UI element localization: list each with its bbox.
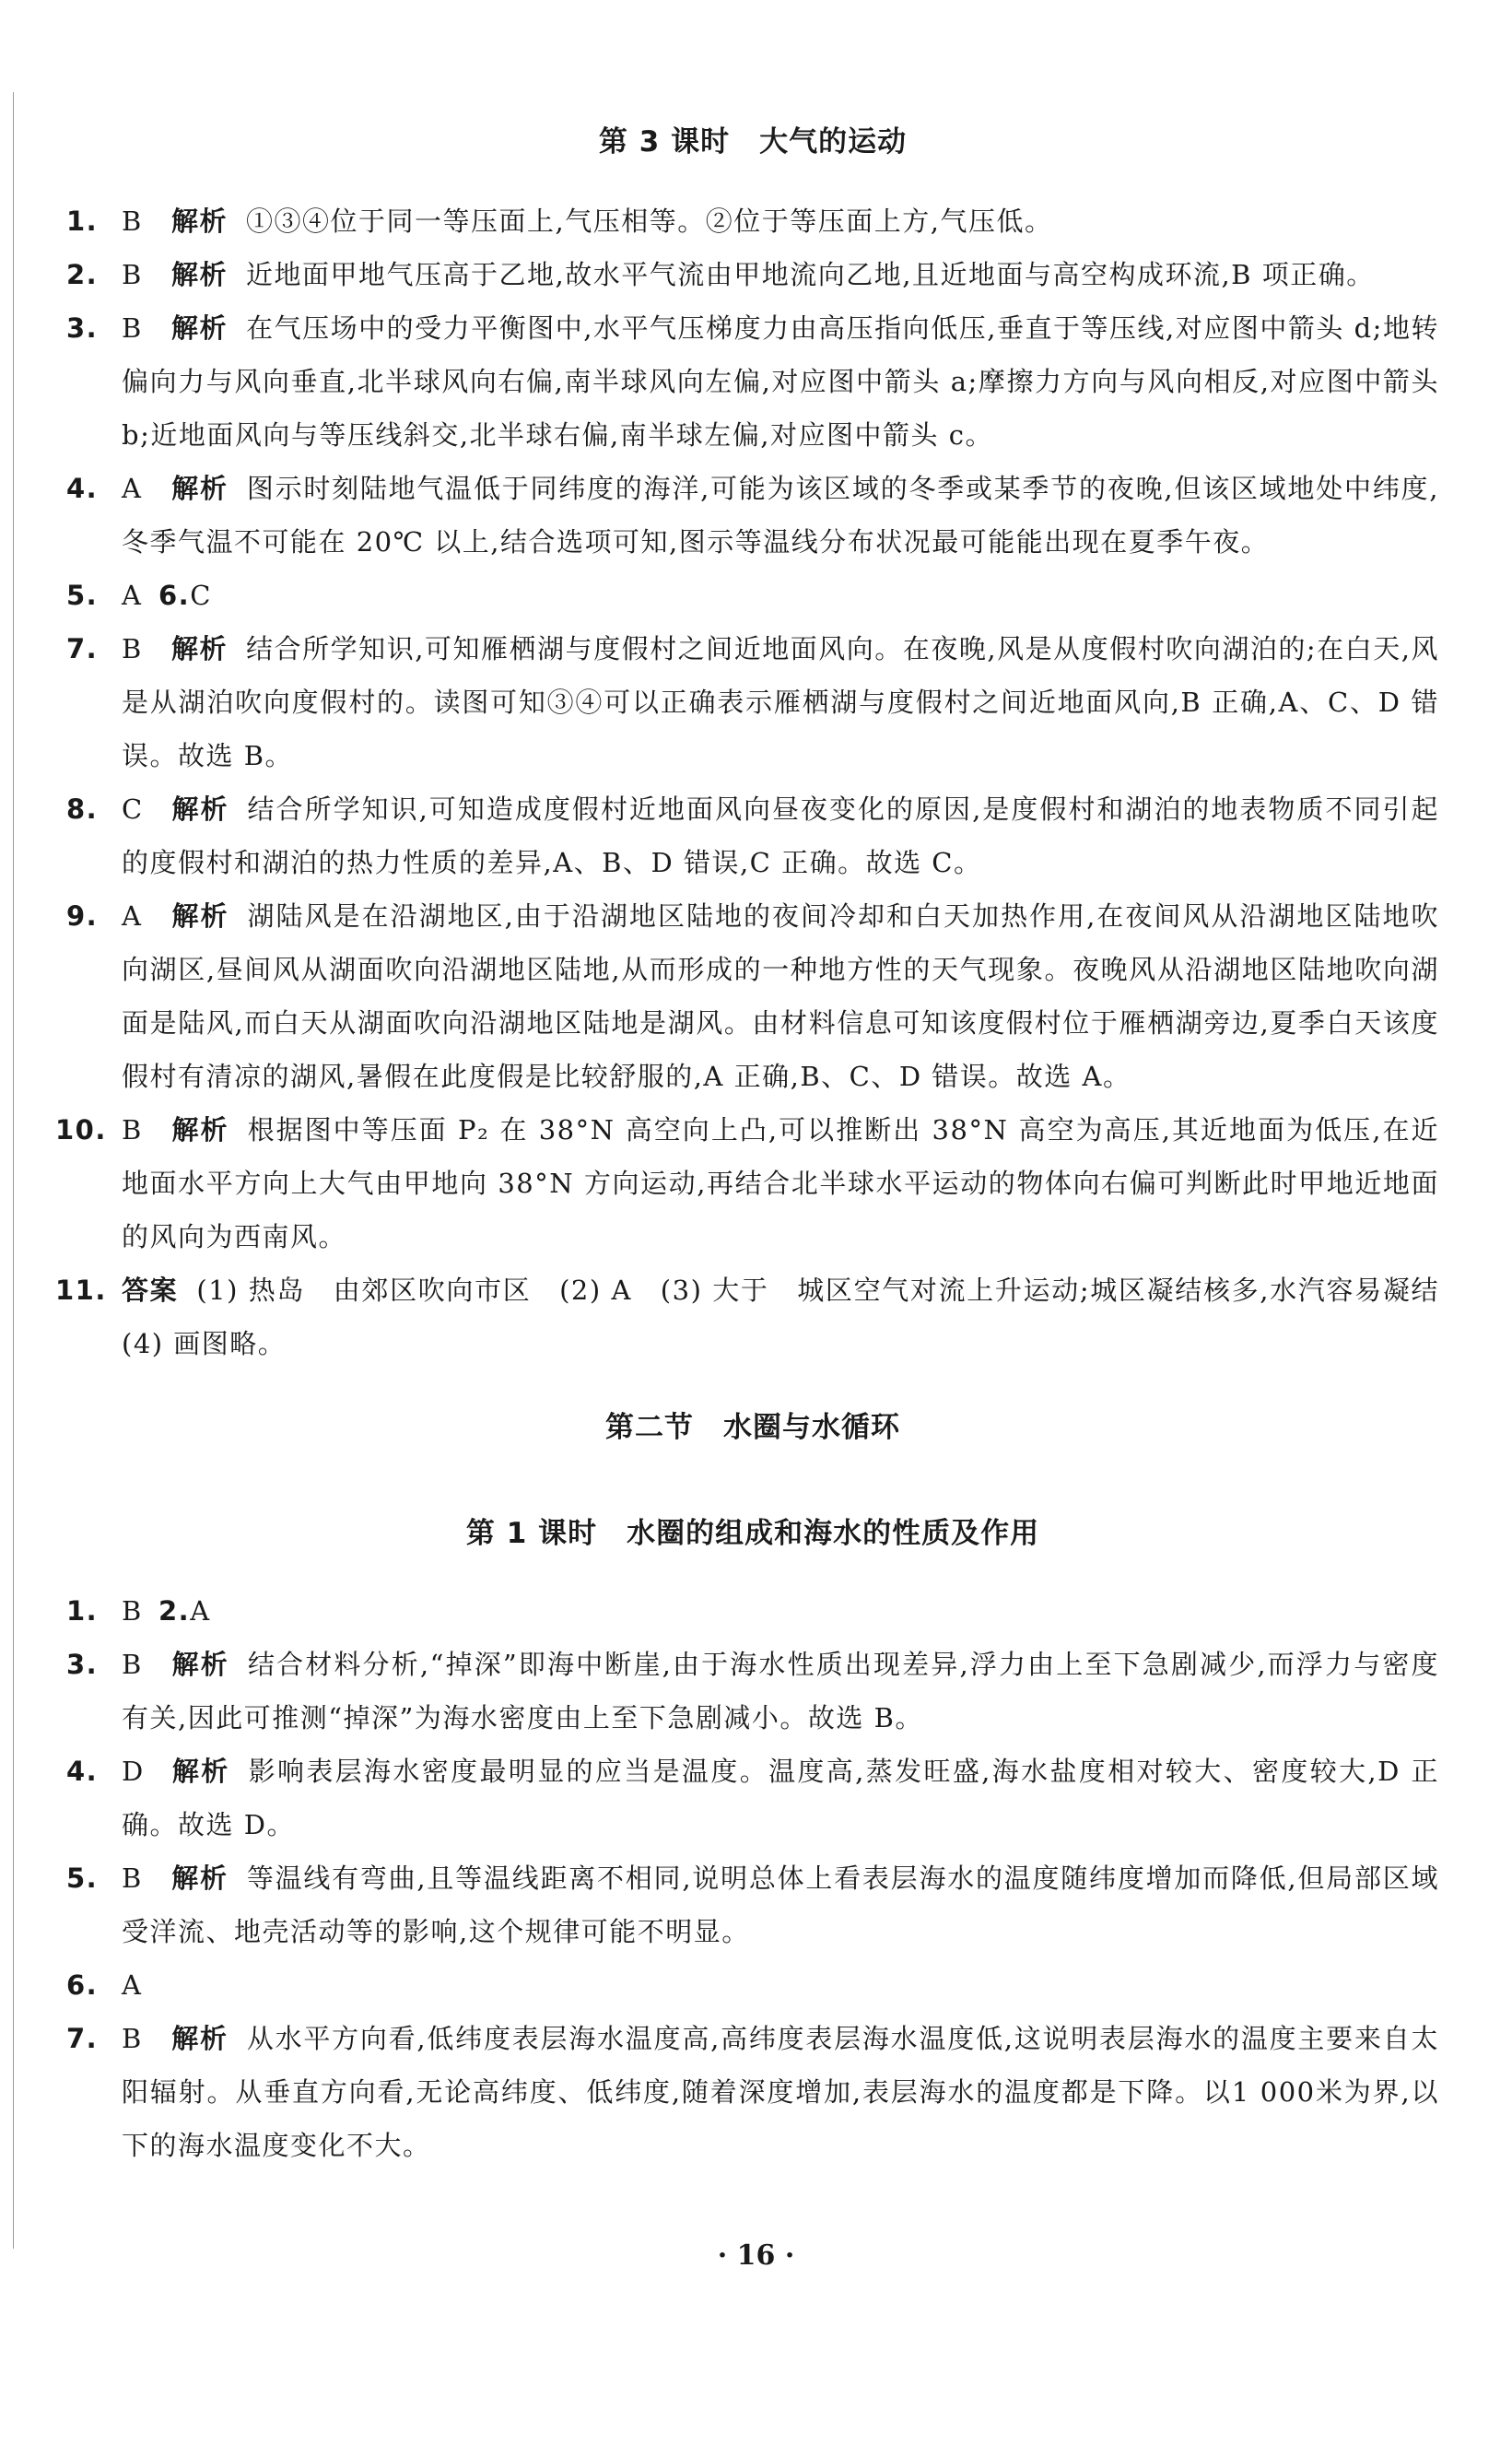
- answer-item: 11. 答案 (1) 热岛 由郊区吹向市区 (2) A (3) 大于 城区空气对流上升运动;城区凝结核多,水汽容易凝结 (4) 画图略。: [55, 1275, 1468, 1359]
- answer-item: 10. B 解析 根据图中等压面 P₂ 在 38°N 高空向上凸,可以推断出 38°N 高空为高压,其近地面为低压,在近地面水平方向上大气由甲地向 38°N 方向运动,再结合北半球水平运动的物体向右偏可判断此时甲地近地面的风向为西南风。: [55, 1114, 1439, 1252]
- answer-item: 5. B 解析 等温线有弯曲,且等温线距离不相同,说明总体上看表层海水的温度随纬度增加而降低,但局部区域受洋流、地壳活动等的影响,这个规律可能不明显。: [66, 1863, 1439, 1947]
- answer-item: 5. A 6.C: [66, 580, 212, 611]
- answer-item: 8. C 解析 结合所学知识,可知造成度假村近地面风向昼夜变化的原因,是度假村和湖泊的地表物质不同引起的度假村和湖泊的热力性质的差异,A、B、D 错误,C 正确。故选 C。: [66, 793, 1439, 878]
- answer-item: 3. B 解析 结合材料分析,“掉深”即海中断崖,由于海水性质出现差异,浮力由上至下急剧减少,而浮力与密度有关,因此可推测“掉深”为海水密度由上至下急剧减小。故选 B。: [66, 1649, 1439, 1733]
- answer-item: 3. B 解析 在气压场中的受力平衡图中,水平气压梯度力由高压指向低压,垂直于等压线,对应图中箭头 d;地转偏向力与风向垂直,北半球风向右偏,南半球风向左偏,对应图中箭头 a;摩擦力方向与风向相反,对应图中箭头 b;近地面风向与等压线斜交,北半球右偏,南半球左偏,对应图中箭头 c。: [66, 312, 1439, 451]
- answer-item: 7. B 解析 从水平方向看,低纬度表层海水温度高,高纬度表层海水温度低,这说明表层海水的温度主要来自太阳辐射。从垂直方向看,无论高纬度、低纬度,随着深度增加,表层海水的温度都是下降。以1 000米为界,以下的海水温度变化不大。: [66, 2023, 1439, 2161]
- page-number: · 16 ·: [717, 2239, 795, 2272]
- answer-item: 1. B 2.A: [66, 1595, 211, 1627]
- lesson3-title: 第 3 课时 大气的运动: [598, 125, 908, 159]
- answer-item: 4. A 解析 图示时刻陆地气温低于同纬度的海洋,可能为该区域的冬季或某季节的夜晚,但该区域地处中纬度,冬季气温不可能在 20℃ 以上,结合选项可知,图示等温线分布状况最可能能出现在夏季午夜。: [66, 473, 1439, 558]
- answer-item: 9. A 解析 湖陆风是在沿湖地区,由于沿湖地区陆地的夜间冷却和白天加热作用,在夜间风从沿湖地区陆地吹向湖区,昼间风从湖面吹向沿湖地区陆地,从而形成的一种地方性的天气现象。夜晚风从沿湖地区陆地吹向湖面是陆风,而白天从湖面吹向沿湖地区陆地是湖风。由材料信息可知该度假村位于雁栖湖旁边,夏季白天该度假村有清凉的湖风,暑假在此度假是比较舒服的,A 正确,B、C、D 错误。故选 A。: [66, 900, 1439, 1092]
- answer-item: 7. B 解析 结合所学知识,可知雁栖湖与度假村之间近地面风向。在夜晚,风是从度假村吹向湖泊的;在白天,风是从湖泊吹向度假村的。读图可知③④可以正确表示雁栖湖与度假村之间近地面风向,B 正确,A、C、D 错误。故选 B。: [66, 633, 1439, 771]
- page-content: [55, 118, 1468, 2172]
- answer-item: 4. D 解析 影响表层海水密度最明显的应当是温度。温度高,蒸发旺盛,海水盐度相对较大、密度较大,D 正确。故选 D。: [66, 1756, 1439, 1840]
- answer-item: 2. B 解析 近地面甲地气压高于乙地,故水平气流由甲地流向乙地,且近地面与高空构成环流,B 项正确。: [66, 259, 1375, 290]
- margin-rule: [13, 92, 14, 2249]
- answer-item: 6. A: [66, 1969, 143, 2001]
- answer-item: 1. B 解析 ①③④位于同一等压面上,气压相等。②位于等压面上方,气压低。: [66, 206, 1053, 237]
- section2-title: 第二节 水圈与水循环: [605, 1411, 900, 1444]
- lesson1-title: 第 1 课时 水圈的组成和海水的性质及作用: [465, 1517, 1040, 1550]
